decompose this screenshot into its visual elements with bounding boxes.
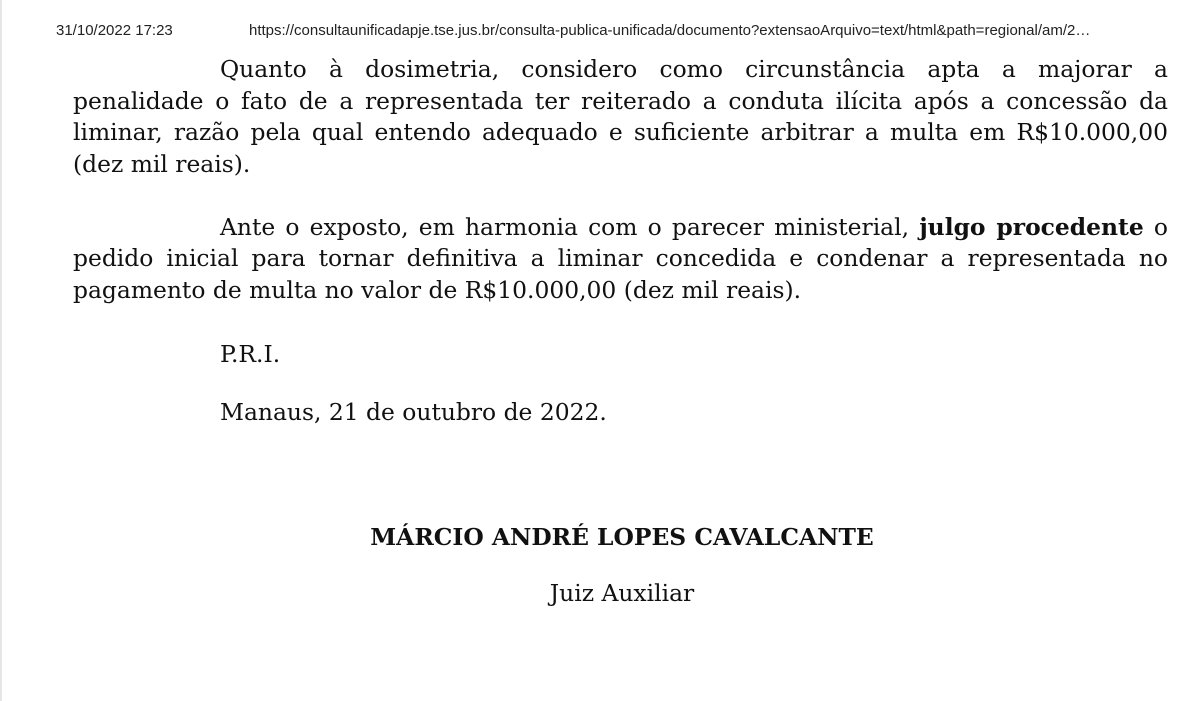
print-datetime: 31/10/2022 17:23 xyxy=(56,22,173,39)
paragraph-dispositivo-after: o pedido inicial para tornar definitiva a liminar concedida e condenar a representada no pagamento de multa no valor de R$10.000,00 (dez mil reais). xyxy=(73,212,1168,304)
print-url: https://consultaunificadapje.tse.jus.br/consulta-publica-unificada/documento?extensaoArquivo=text/html&path=regional/am/2… xyxy=(249,22,1091,39)
document-body xyxy=(73,54,1168,428)
paragraph-dosimetria: Quanto à dosimetria, considero como circunstância apta a majorar a penalidade o fato de a representada ter reiterado a conduta ilícita após a concessão da liminar, razão pela qual entendo adequado e suficiente arbitrar a multa em R$10.000,00 (dez mil reais). xyxy=(73,55,1168,178)
signatory-name: MÁRCIO ANDRÉ LOPES CAVALCANTE xyxy=(370,523,874,551)
paragraph-dispositivo xyxy=(73,212,1168,307)
place-date-line: Manaus, 21 de outubro de 2022. xyxy=(220,397,607,426)
signature-block xyxy=(0,522,1200,609)
verdict-bold-text: julgo procedente xyxy=(919,212,1144,241)
paragraph-dispositivo-before: Ante o exposto, em harmonia com o parecer ministerial, xyxy=(220,212,920,241)
print-header xyxy=(0,22,1200,42)
pri-line: P.R.I. xyxy=(220,340,281,368)
signatory-role: Juiz Auxiliar xyxy=(549,579,695,607)
